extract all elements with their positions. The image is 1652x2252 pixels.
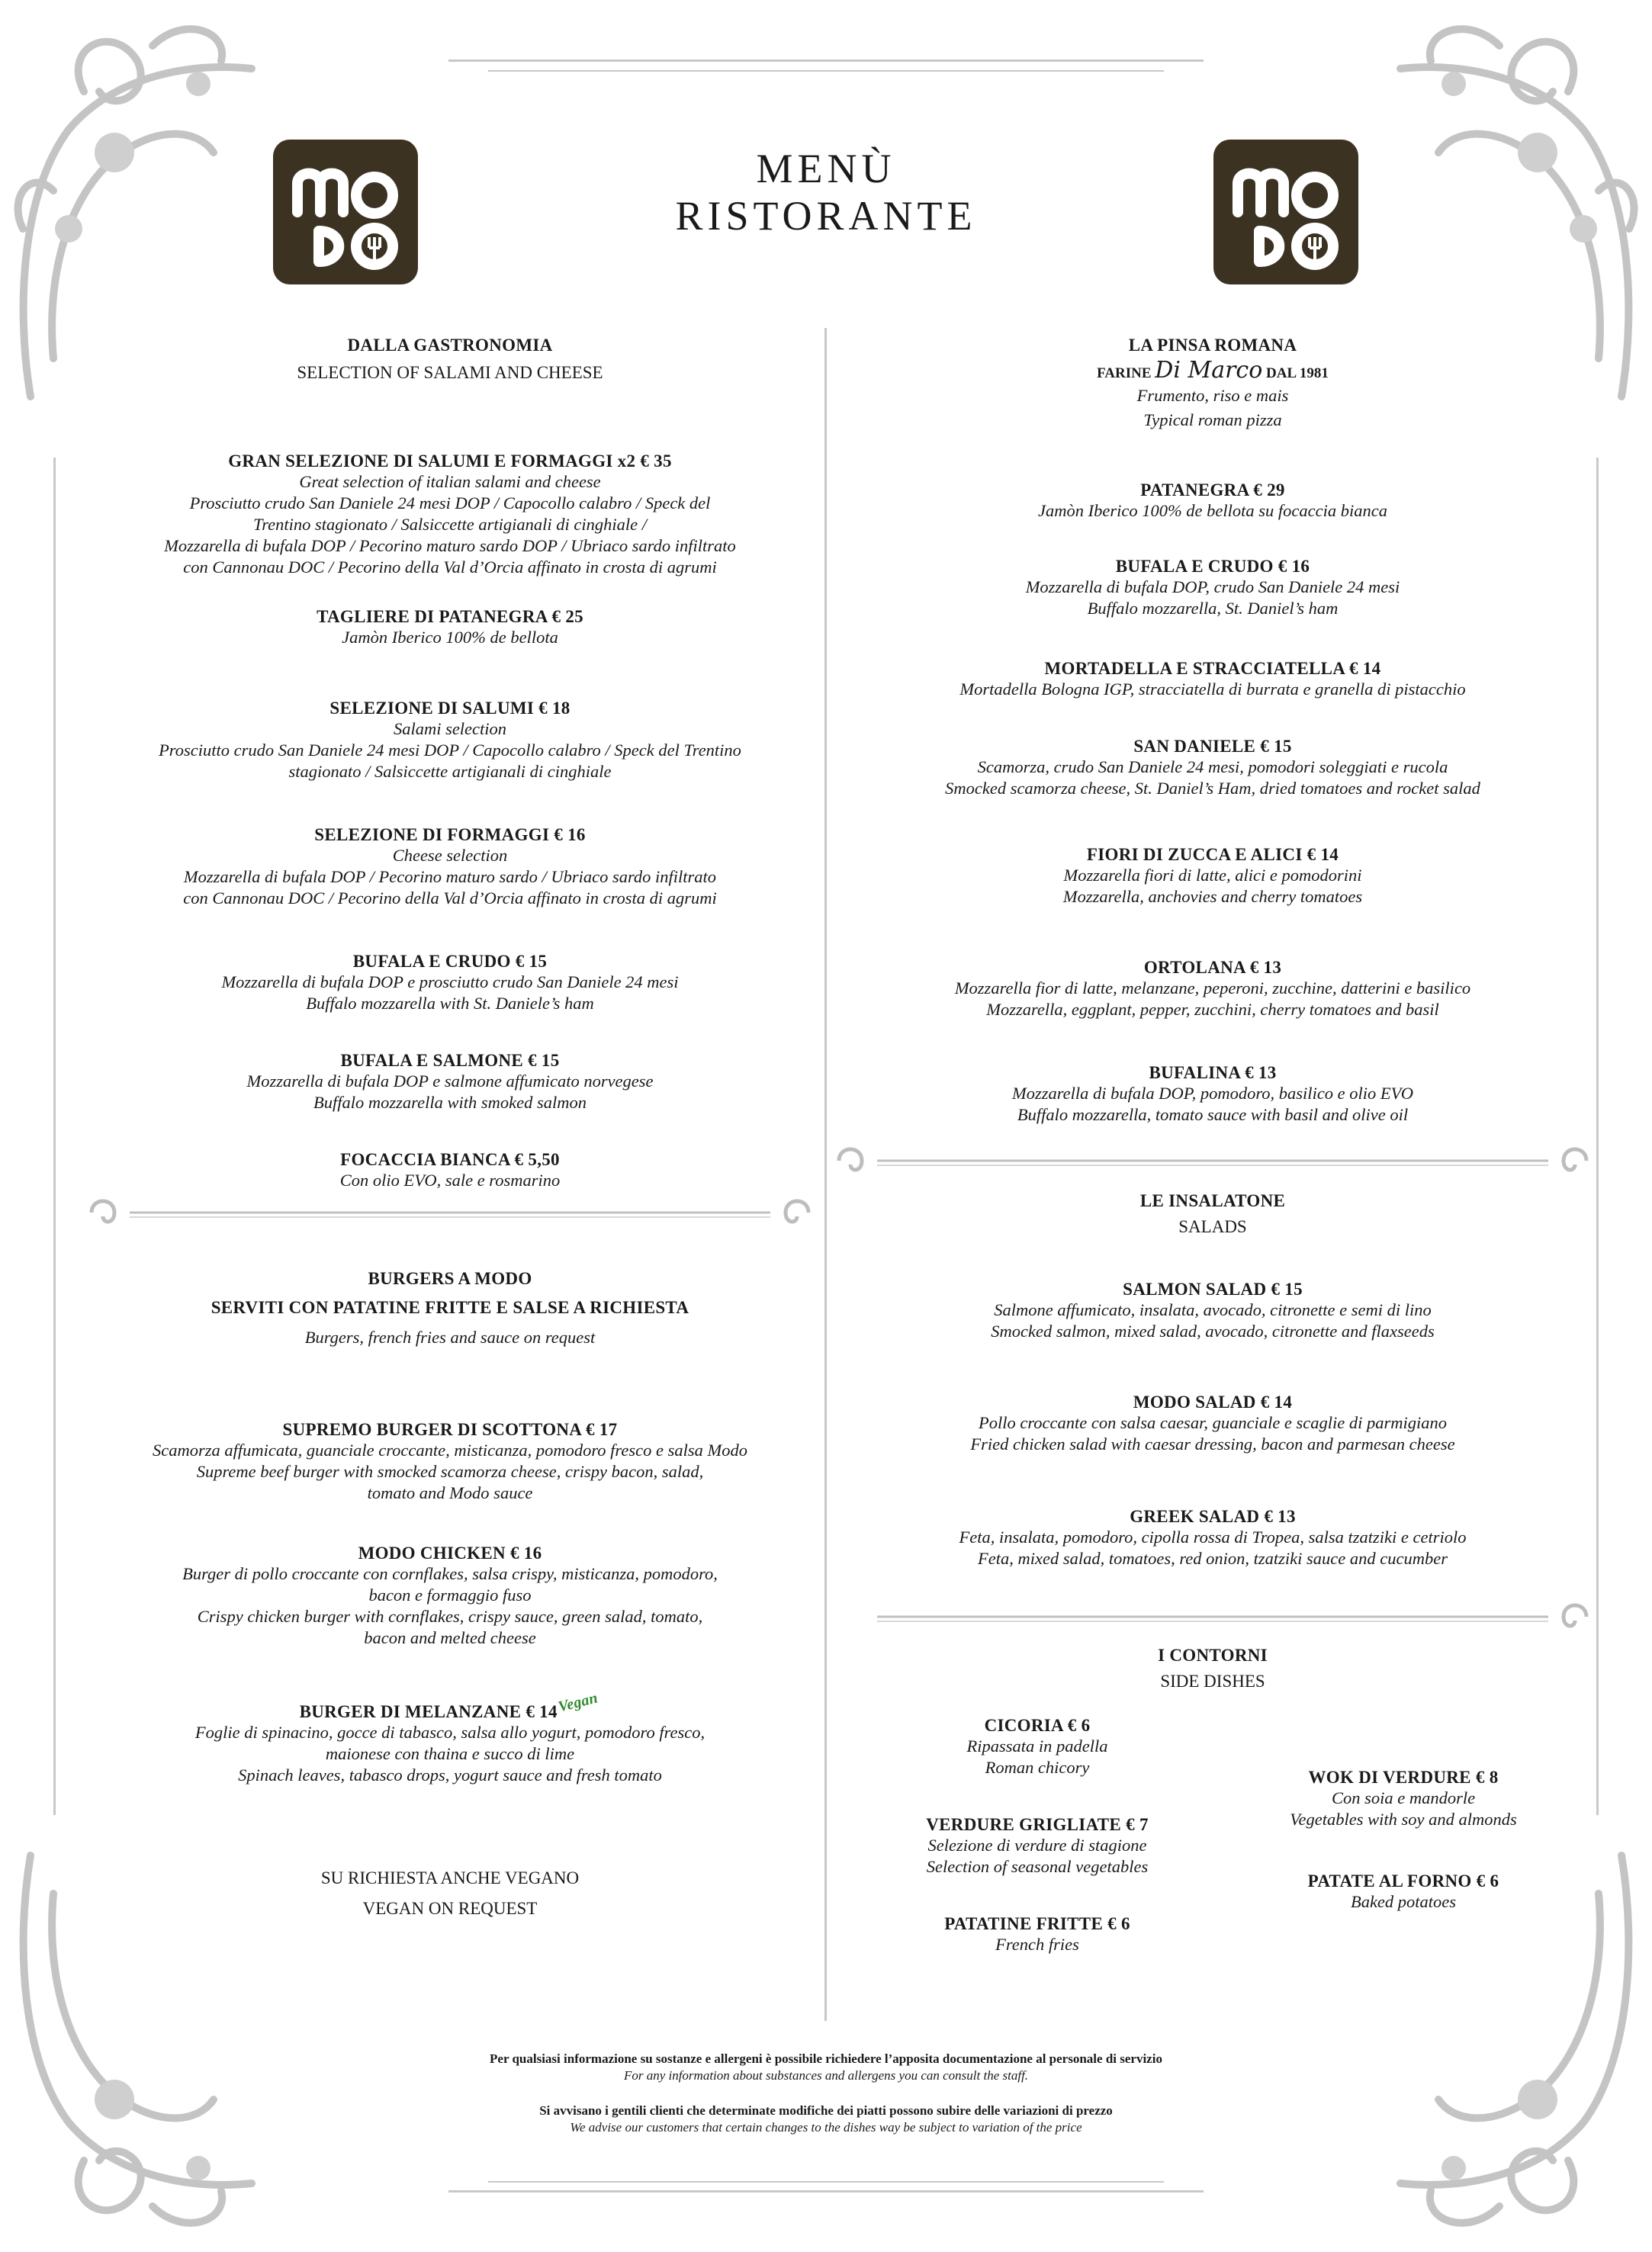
- item-name: VERDURE GRIGLIATE € 7: [926, 1815, 1149, 1834]
- item-desc: Jamòn Iberico 100% de bellota su focaccia bianca: [1037, 501, 1387, 520]
- menu-item: [1213, 1768, 1594, 1830]
- item-name: PATANEGRA € 29: [1140, 480, 1285, 500]
- item-desc: Fried chicken salad with caesar dressing, bacon and parmesan cheese: [970, 1434, 1455, 1454]
- menu-item: [99, 825, 801, 909]
- item-name: TAGLIERE DI PATANEGRA € 25: [317, 607, 583, 626]
- item-desc: Con soia e mandorle: [1331, 1788, 1476, 1807]
- section-title: LA PINSA ROMANA: [1128, 336, 1297, 355]
- item-desc: Mozzarella di bufala DOP e prosciutto crudo San Daniele 24 mesi: [221, 972, 679, 991]
- item-desc: Salmone affumicato, insalata, avocado, citronette e semi di lino: [994, 1300, 1432, 1319]
- footer-allergens-en: For any information about substances and allergens you can consult the staff.: [623, 2068, 1029, 2083]
- menu-title-line1: MENÙ: [756, 146, 896, 191]
- item-desc: Mozzarella di bufala DOP / Pecorino maturo sardo DOP / Ubriaco sardo infiltrato: [164, 536, 736, 555]
- item-name: FOCACCIA BIANCA € 5,50: [340, 1150, 560, 1169]
- item-name: PATATINE FRITTE € 6: [944, 1914, 1130, 1933]
- burgers-header: [99, 1269, 801, 1348]
- vegan-badge: Vegan: [556, 1689, 599, 1716]
- vegan-note: [99, 1868, 801, 1919]
- item-desc: Smocked salmon, mixed salad, avocado, citronette and flaxseeds: [991, 1322, 1435, 1341]
- item-name: BUFALA E CRUDO € 15: [352, 952, 548, 971]
- menu-item: [847, 557, 1579, 619]
- left-section-divider: [84, 1190, 816, 1235]
- menu-item: [99, 1051, 801, 1113]
- section-title: DALLA GASTRONOMIA: [347, 336, 553, 355]
- menu-item: [99, 1544, 801, 1649]
- frame-left-line: [53, 458, 56, 1815]
- menu-item: [99, 451, 801, 578]
- pinsa-desc: Frumento, riso e mais: [1136, 386, 1289, 405]
- item-desc: Spinach leaves, tabasco drops, yogurt sauce and fresh tomato: [238, 1765, 662, 1785]
- item-desc: Mozzarella di bufala DOP e salmone affumicato norvegese: [246, 1071, 654, 1091]
- menu-item: [99, 699, 801, 782]
- item-name: BUFALINA € 13: [1149, 1063, 1277, 1082]
- item-desc: Selection of seasonal vegetables: [926, 1857, 1149, 1876]
- menu-item: [847, 1063, 1579, 1126]
- column-divider: [824, 328, 827, 2021]
- menu-item: [847, 1716, 1228, 1778]
- farine-prefix: FARINE: [1097, 365, 1152, 381]
- menu-item: [847, 480, 1579, 522]
- menu-item: [847, 1393, 1579, 1455]
- item-desc: Ripassata in padella: [966, 1736, 1108, 1756]
- item-desc: Mozzarella fior di latte, melanzane, peperoni, zucchine, datterini e basilico: [954, 978, 1471, 997]
- item-desc: Pollo croccante con salsa caesar, guanciale e scaglie di parmigiano: [978, 1413, 1448, 1432]
- item-desc: Prosciutto crudo San Daniele 24 mesi DOP / Capocollo calabro / Speck del: [189, 493, 711, 512]
- item-name: GRAN SELEZIONE DI SALUMI E FORMAGGI x2 € 35: [228, 451, 672, 471]
- item-name: CICORIA € 6: [984, 1716, 1091, 1735]
- item-desc: Con olio EVO, sale e rosmarino: [339, 1171, 561, 1190]
- vegan-note-en: VEGAN ON REQUEST: [362, 1899, 538, 1918]
- item-name: SAN DANIELE € 15: [1133, 737, 1292, 756]
- item-desc: Mozzarella fiori di latte, alici e pomodorini: [1063, 866, 1362, 885]
- right-section-divider-salads: [831, 1138, 1594, 1184]
- item-desc: tomato and Modo sauce: [367, 1483, 533, 1502]
- item-name-row: [99, 1689, 801, 1722]
- item-desc: Great selection of italian salami and cheese: [299, 472, 601, 491]
- item-name: SUPREMO BURGER DI SCOTTONA € 17: [282, 1420, 618, 1439]
- menu-item: [847, 1280, 1579, 1342]
- gastronomia-header: [99, 336, 801, 383]
- vegan-note-it: SU RICHIESTA ANCHE VEGANO: [320, 1868, 580, 1887]
- farine-suffix: DAL 1981: [1266, 365, 1329, 381]
- footer-prices-it: Si avvisano i gentili clienti che determinate modifiche dei piatti possono subire delle variazioni di prezzo: [539, 2103, 1113, 2118]
- item-desc: bacon and melted cheese: [364, 1628, 536, 1647]
- item-desc: Selezione di verdure di stagione: [927, 1836, 1147, 1855]
- item-desc: Roman chicory: [985, 1758, 1090, 1777]
- frame-bottom-line: [448, 2190, 1204, 2193]
- menu-item: [847, 659, 1579, 700]
- section-subtitle: SERVITI CON PATATINE FRITTE E SALSE A RICHIESTA: [211, 1298, 689, 1317]
- menu-item: [847, 737, 1579, 799]
- item-name: BUFALA E CRUDO € 16: [1115, 557, 1310, 576]
- salads-header: [847, 1191, 1579, 1237]
- item-desc: Mozzarella di bufala DOP / Pecorino maturo sardo / Ubriaco sardo infiltrato: [183, 867, 717, 886]
- item-desc: Prosciutto crudo San Daniele 24 mesi DOP / Capocollo calabro / Speck del Trentino: [159, 740, 741, 760]
- right-section-divider-contorni: [831, 1594, 1594, 1640]
- item-desc: Buffalo mozzarella, tomato sauce with basil and olive oil: [1017, 1105, 1409, 1124]
- menu-item: [99, 1689, 801, 1786]
- item-desc: bacon e formaggio fuso: [368, 1585, 532, 1605]
- pinsa-desc-en: Typical roman pizza: [1143, 410, 1282, 429]
- item-name: ORTOLANA € 13: [1143, 958, 1282, 977]
- menu-item: [847, 958, 1579, 1020]
- section-title: BURGERS A MODO: [368, 1269, 532, 1288]
- footer-prices-en: We advise our customers that certain changes to the dishes way be subject to variation of the price: [570, 2120, 1082, 2135]
- item-name: BUFALA E SALMONE € 15: [340, 1051, 560, 1070]
- section-subtitle: SALADS: [1178, 1217, 1247, 1236]
- item-desc: Trentino stagionato / Salsiccette artigianali di cinghiale /: [252, 515, 648, 534]
- menu-item: [99, 952, 801, 1014]
- menu-item: [847, 1815, 1228, 1878]
- item-name: MODO SALAD € 14: [1133, 1393, 1293, 1412]
- item-desc: Baked potatoes: [1350, 1892, 1457, 1911]
- item-desc: Mozzarella, anchovies and cherry tomatoes: [1062, 887, 1363, 906]
- contorni-header: [847, 1646, 1579, 1691]
- item-desc: Mozzarella di bufala DOP, crudo San Daniele 24 mesi: [1025, 577, 1400, 596]
- item-name: GREEK SALAD € 13: [1130, 1507, 1296, 1526]
- item-desc: con Cannonau DOC / Pecorino della Val d’Orcia affinato in crosta di agrumi: [183, 888, 717, 908]
- section-subtitle: SIDE DISHES: [1160, 1672, 1265, 1691]
- item-desc: Vegetables with soy and almonds: [1290, 1810, 1517, 1829]
- item-desc: Buffalo mozzarella with St. Daniele’s ham: [306, 994, 594, 1013]
- right-column: [847, 0, 1579, 1983]
- item-desc: Mozzarella di bufala DOP, pomodoro, basilico e olio EVO: [1012, 1084, 1413, 1103]
- section-note: Burgers, french fries and sauce on request: [304, 1328, 596, 1347]
- menu-item: [1213, 1871, 1594, 1913]
- item-desc: Feta, mixed salad, tomatoes, red onion, tzatziki sauce and cucumber: [978, 1549, 1448, 1568]
- item-name: SALMON SALAD € 15: [1123, 1280, 1303, 1299]
- item-name: PATATE AL FORNO € 6: [1307, 1871, 1499, 1891]
- footer-allergens: [229, 2051, 1423, 2083]
- item-desc: Crispy chicken burger with cornflakes, crispy sauce, green salad, tomato,: [197, 1607, 703, 1626]
- item-desc: Burger di pollo croccante con cornflakes, salsa crispy, misticanza, pomodoro,: [182, 1564, 718, 1583]
- farine-line: [847, 357, 1579, 384]
- menu-item: [847, 1914, 1228, 1955]
- footer-prices: [229, 2103, 1423, 2135]
- menu-item: [99, 1420, 801, 1504]
- item-name: SELEZIONE DI FORMAGGI € 16: [314, 825, 586, 844]
- item-desc: stagionato / Salsiccette artigianali di cinghiale: [288, 762, 612, 781]
- dimarco-brand: Di Marco: [1155, 357, 1263, 384]
- item-desc: Scamorza, crudo San Daniele 24 mesi, pomodori soleggiati e rucola: [977, 757, 1448, 776]
- section-title: I CONTORNI: [1158, 1646, 1268, 1665]
- item-name: MORTADELLA E STRACCIATELLA € 14: [1044, 659, 1381, 678]
- menu-title-line2: RISTORANTE: [675, 193, 977, 239]
- item-desc: Scamorza affumicata, guanciale croccante, misticanza, pomodoro fresco e salsa Modo: [153, 1441, 747, 1460]
- item-desc: Mozzarella, eggplant, pepper, zucchini, cherry tomatoes and basil: [986, 1000, 1439, 1019]
- item-desc: Cheese selection: [392, 846, 508, 865]
- item-desc: French fries: [995, 1935, 1079, 1954]
- item-name: MODO CHICKEN € 16: [358, 1544, 542, 1563]
- frame-bottom-line-inner: [488, 2181, 1164, 2183]
- item-desc: Jamòn Iberico 100% de bellota: [342, 628, 558, 647]
- footer-allergens-it: Per qualsiasi informazione su sostanze e allergeni è possibile richiedere l’apposita documentazione al personale di servizio: [490, 2051, 1162, 2066]
- item-name: SELEZIONE DI SALUMI € 18: [329, 699, 570, 718]
- item-desc: Buffalo mozzarella with smoked salmon: [313, 1093, 587, 1112]
- item-desc: Mortadella Bologna IGP, stracciatella di burrata e granella di pistacchio: [959, 679, 1466, 699]
- menu-item: [99, 1150, 801, 1191]
- section-title: LE INSALATONE: [1139, 1191, 1286, 1210]
- section-subtitle: SELECTION OF SALAMI AND CHEESE: [297, 363, 603, 382]
- item-desc: Salami selection: [393, 719, 507, 738]
- item-name: WOK DI VERDURE € 8: [1308, 1768, 1499, 1787]
- left-column: [99, 0, 801, 1983]
- item-name: FIORI DI ZUCCA E ALICI € 14: [1086, 845, 1339, 864]
- item-desc: con Cannonau DOC / Pecorino della Val d’Orcia affinato in crosta di agrumi: [183, 557, 717, 577]
- frame-right-line: [1596, 458, 1599, 1815]
- item-name: BURGER DI MELANZANE € 14: [299, 1702, 558, 1721]
- menu-item: [847, 1507, 1579, 1569]
- menu-item: [847, 845, 1579, 908]
- item-desc: Smocked scamorza cheese, St. Daniel’s Ham, dried tomatoes and rocket salad: [945, 779, 1480, 798]
- item-desc: Buffalo mozzarella, St. Daniel’s ham: [1087, 599, 1339, 618]
- menu-item: [99, 607, 801, 648]
- item-desc: Feta, insalata, pomodoro, cipolla rossa di Tropea, salsa tzatziki e cetriolo: [959, 1528, 1467, 1547]
- item-desc: maionese con thaina e succo di lime: [325, 1744, 575, 1763]
- pinsa-header: [847, 336, 1579, 431]
- item-desc: Foglie di spinacino, gocce di tabasco, salsa allo yogurt, pomodoro fresco,: [194, 1723, 705, 1742]
- item-desc: Supreme beef burger with smocked scamorza cheese, crispy bacon, salad,: [196, 1462, 704, 1481]
